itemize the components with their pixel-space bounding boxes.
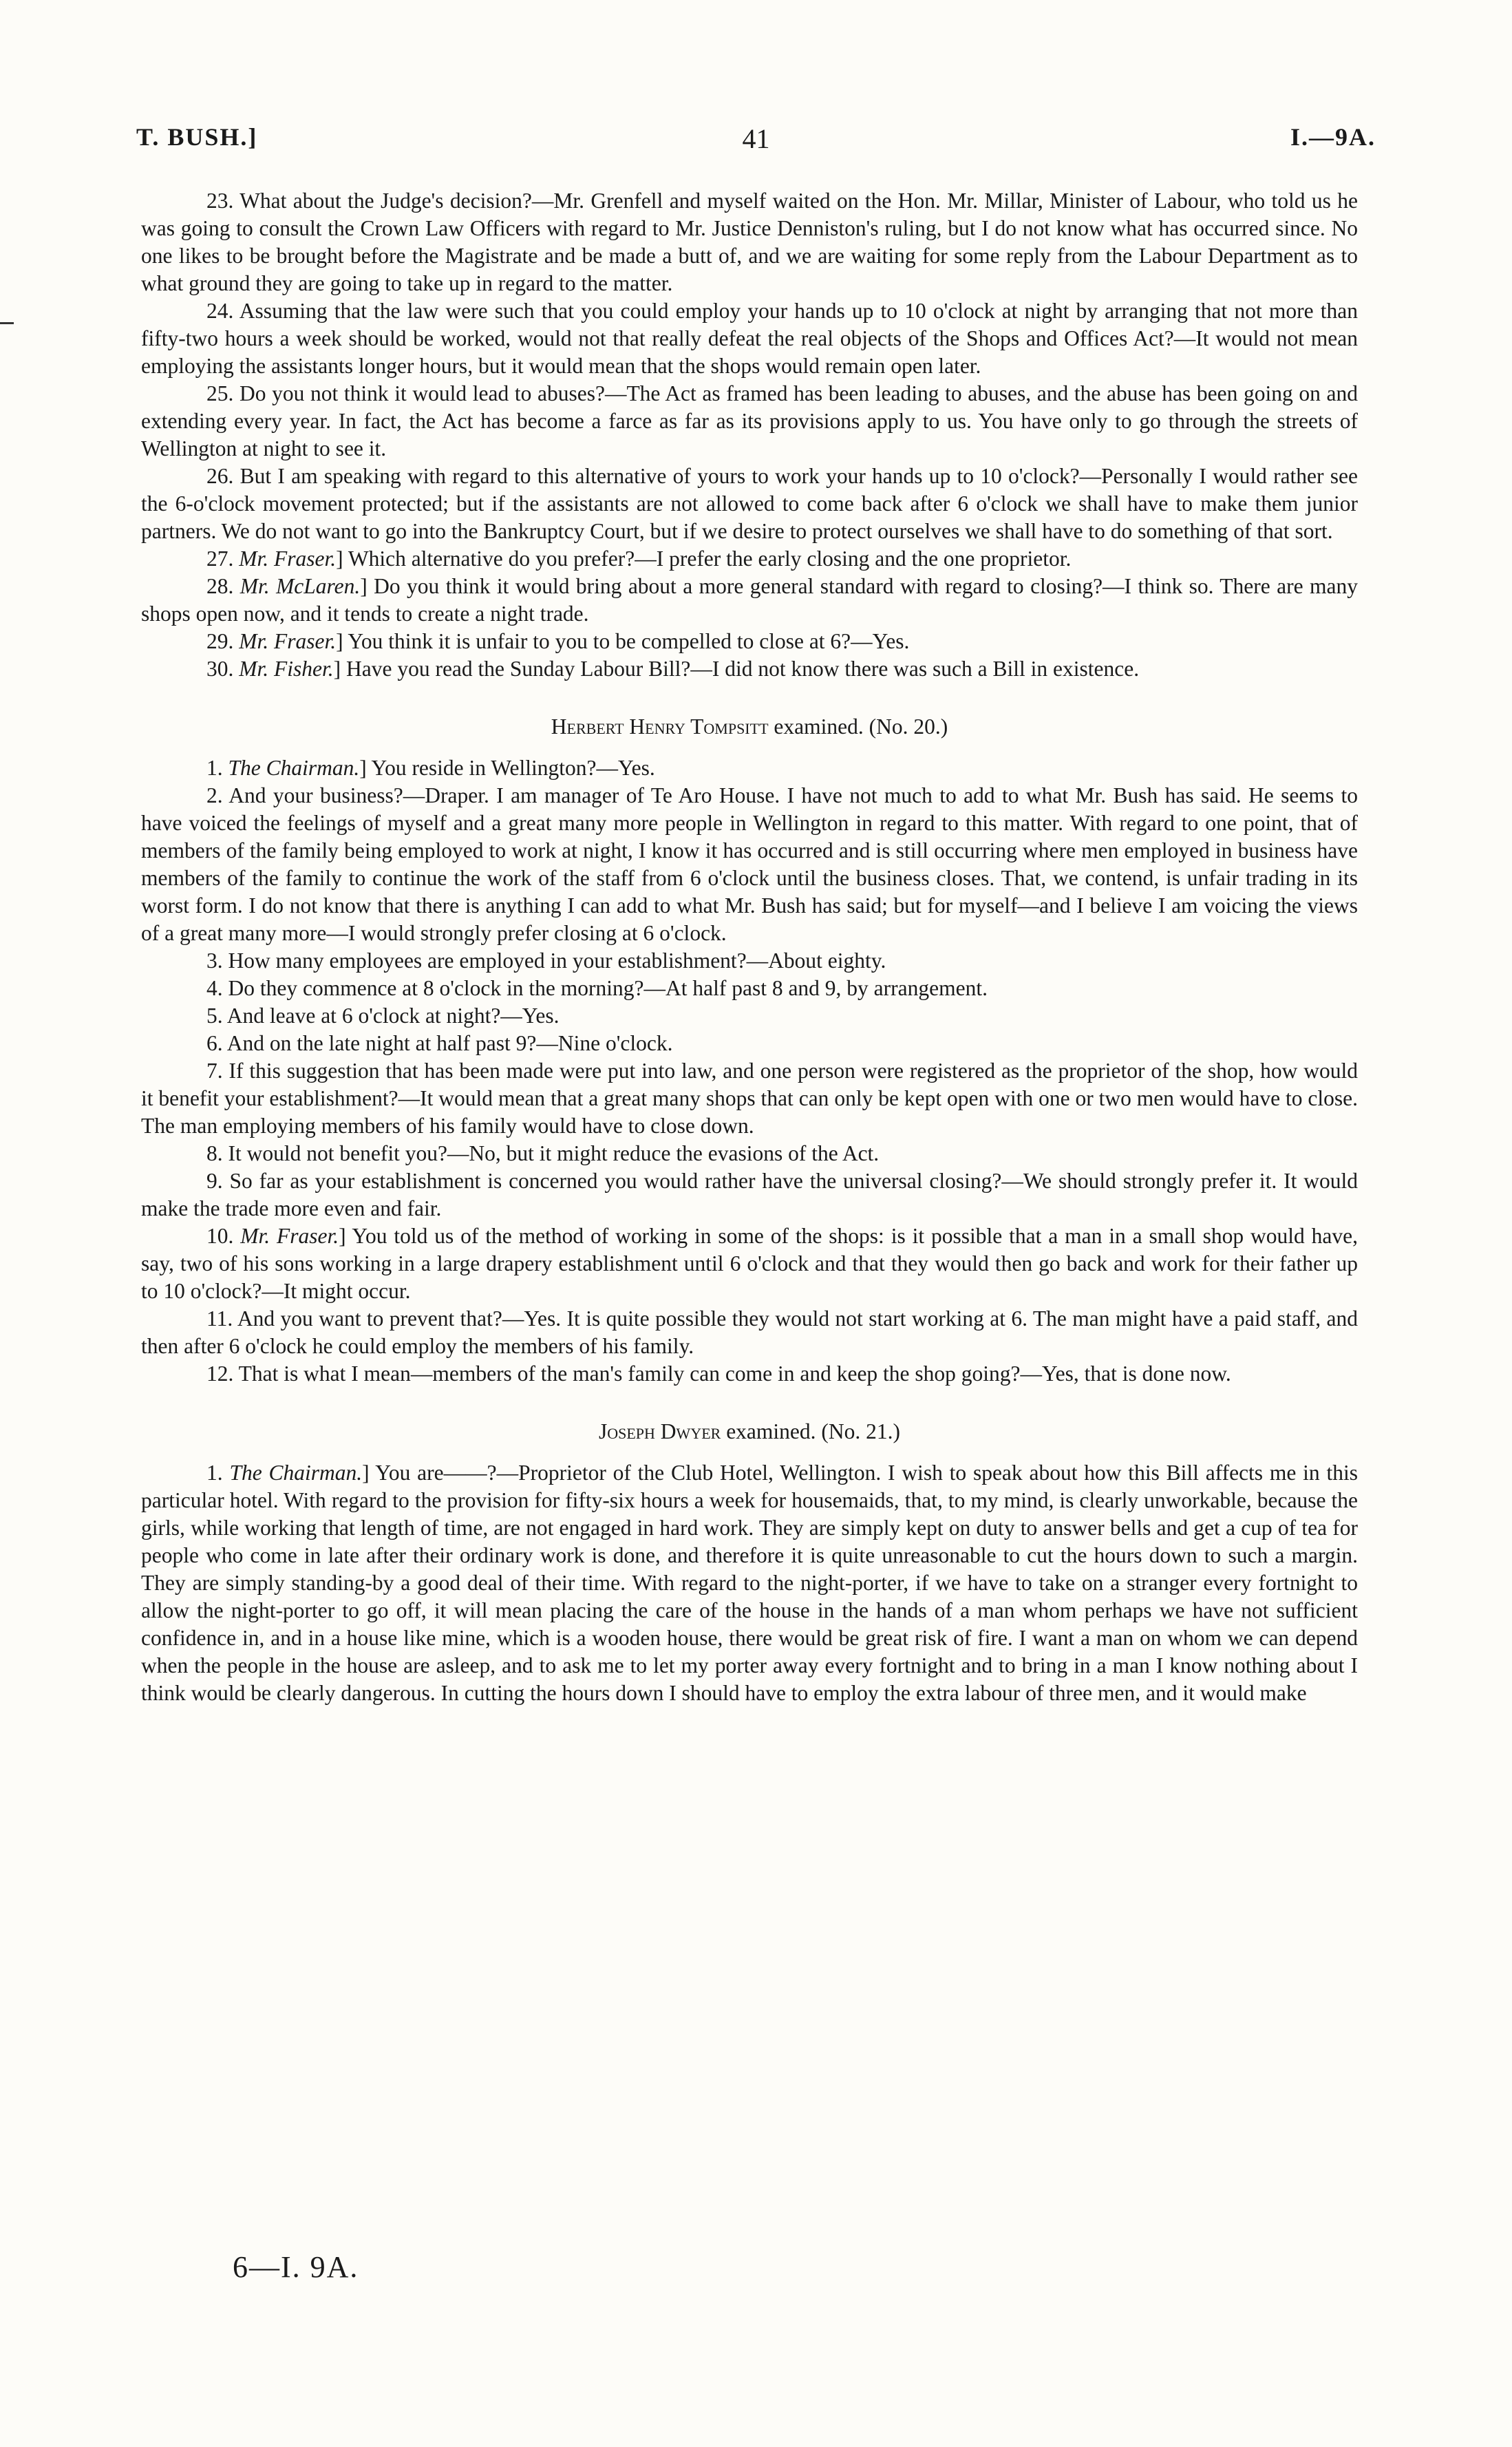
question-paragraph	[141, 187, 1358, 297]
question-paragraph	[141, 782, 1358, 947]
paragraph-text: 25. Do you not think it would lead to abuses?—The Act as framed has been leading to abuses, and the abuse has been going on and extending every year. In fact, the Act has become a farce as far as its provisions apply to us. You have only to go through the streets of Wellington at night to see it.	[141, 381, 1358, 460]
speaker-name: Mr. Fraser.	[240, 1224, 339, 1248]
speaker-name: The Chairman.	[228, 756, 360, 780]
question-paragraph	[141, 380, 1358, 463]
paragraph-text: ] You are——?—Proprietor of the Club Hotel, Wellington. I wish to speak about how this Bill affects me in this particular hotel. With regard to the provision for fifty-six hours a week for housemaids, that, to my mind, is clearly unworkable, because the girls, while working that length of time, are not engaged in hard work. They are simply kept on duty to answer bells and get a cup of tea for people who come in late after their ordinary work is done, and therefore it is quite unreasonable to cut the hours down to such a margin. They are simply standing-by a good deal of their time. With regard to the night-porter, if we have to take on a stranger every fortnight to allow the night-porter to go off, it will mean placing the care of the house in the hands of a man whom perhaps we have not sufficient confidence in, and in a house like mine, which is a wooden house, there would be great risk of fire. I want a man on whom we can depend when the people in the house are asleep, and to ask me to let my porter away every fortnight and to bring in a man I know nothing about I think would be clearly dangerous. In cutting the hours down I should have to employ the extra labour of three men, and it would make	[141, 1461, 1358, 1705]
question-paragraph	[141, 1030, 1358, 1057]
question-paragraph	[141, 573, 1358, 628]
question-paragraph	[141, 1360, 1358, 1388]
question-paragraph	[141, 975, 1358, 1002]
question-paragraph	[141, 1305, 1358, 1360]
paragraph-text: 4. Do they commence at 8 o'clock in the morning?—At half past 8 and 9, by arrangement.	[206, 976, 988, 1000]
paragraph-text: ] Do you think it would bring about a more general standard with regard to closing?—I think so. There are many shops open now, and it tends to create a night trade.	[141, 574, 1358, 626]
question-paragraph	[141, 545, 1358, 573]
paragraph-text: 23. What about the Judge's decision?—Mr. Grenfell and myself waited on the Hon. Mr. Millar, Minister of Labour, who told us he was going to consult the Crown Law Officers with regard to Mr. Justice Denniston's ruling, but I do not know what has occurred since. No one likes to be brought before the Magistrate and be made a butt of, and we are waiting for some reply from the Labour Department as to what ground they are going to take up in regard to the matter.	[141, 189, 1358, 295]
question-number: 30.	[206, 657, 234, 681]
question-number: 27.	[206, 547, 234, 571]
speaker-name: Mr. Fraser.	[239, 547, 337, 571]
question-paragraph	[141, 297, 1358, 380]
speaker-name: Mr. Fraser.	[239, 629, 337, 653]
paragraph-text: 9. So far as your establishment is concerned you would rather have the universal closing?—We should strongly prefer it. It would make the trade more even and fair.	[141, 1169, 1358, 1220]
page-number: 41	[742, 123, 770, 154]
question-paragraph	[141, 463, 1358, 545]
paragraph-text: ] You think it is unfair to you to be compelled to close at 6?—Yes.	[336, 629, 910, 653]
paragraph-text: 6. And on the late night at half past 9?—Nine o'clock.	[206, 1031, 673, 1055]
question-paragraph	[141, 655, 1358, 683]
paragraph-text: 24. Assuming that the law were such that you could employ your hands up to 10 o'clock at night by arranging that not more than fifty-two hours a week should be worked, would not that really defeat the real objects of the Shops and Offices Act?—It would not mean employing the assistants longer hours, but it would mean that the shops would remain open later.	[141, 299, 1358, 378]
paragraph-text: ] You told us of the method of working in some of the shops: is it possible that a man in a small shop would have, say, two of his sons working in a large drapery establishment until 6 o'clock and that they would then go back and work for their father up to 10 o'clock?—It might occur.	[141, 1224, 1359, 1303]
question-number: 29.	[206, 629, 234, 653]
testimony-bush	[141, 187, 1358, 683]
paragraph-text: ] Which alternative do you prefer?—I prefer the early closing and the one proprietor.	[336, 547, 1072, 571]
question-number: 1.	[206, 1461, 223, 1485]
question-paragraph	[141, 1222, 1358, 1305]
question-paragraph	[141, 1167, 1358, 1222]
margin-mark	[0, 322, 14, 324]
testimony-dwyer	[141, 1459, 1358, 1707]
question-paragraph	[141, 1057, 1358, 1140]
paragraph-text: 7. If this suggestion that has been made were put into law, and one person were registered as the proprietor of the shop, how would it benefit your establishment?—It would mean that a great many shops that can only be kept open with one or two men would have to close. The man employing members of his family would have to close down.	[141, 1059, 1358, 1138]
question-number: 28.	[206, 574, 234, 598]
question-paragraph	[141, 628, 1358, 655]
header-witness: T. BUSH.]	[136, 123, 258, 151]
section-heading-dwyer: Joseph Dwyer examined. (No. 21.)	[598, 1419, 901, 1443]
speaker-name: Mr. Fisher.	[239, 657, 334, 681]
paragraph-text: 2. And your business?—Draper. I am manager of Te Aro House. I have not much to add to what Mr. Bush has said. He seems to have voiced the feelings of myself and a great many more people in Wellington in regard to this matter. With regard to one point, that of members of the family being employed to work at night, I know it has occurred and is still occurring where men employed in business have members of the family to continue the work of the staff from 6 o'clock until the business closes. That, we contend, is unfair trading in its worst form. I do not know that there is anything I can add to what Mr. Bush has said; but for myself—and I believe I am voicing the views of a great many more—I would strongly prefer closing at 6 o'clock.	[141, 783, 1358, 945]
paragraph-text: 26. But I am speaking with regard to this alternative of yours to work your hands up to 10 o'clock?—Personally I would rather see the 6-o'clock movement protected; but if the assistants are not allowed to come back after 6 o'clock we shall have to make them junior partners. We do not want to go into the Bankruptcy Court, but if we desire to protect ourselves we shall have to do something of that sort.	[141, 464, 1358, 543]
paragraph-text: 5. And leave at 6 o'clock at night?—Yes.	[206, 1004, 560, 1028]
speaker-name: Mr. McLaren.	[239, 574, 361, 598]
question-paragraph	[141, 1140, 1358, 1167]
paper-reference: I.—9A.	[1290, 123, 1376, 151]
paragraph-text: ] Have you read the Sunday Labour Bill?—I did not know there was such a Bill in existence.	[333, 657, 1140, 681]
page-header	[136, 123, 1376, 164]
section-heading-tompsitt: Herbert Henry Tompsitt examined. (No. 20.)	[551, 714, 948, 739]
document-body	[141, 187, 1358, 1707]
question-number: 1.	[206, 756, 223, 780]
signature-footer: 6—I. 9A.	[233, 2250, 359, 2284]
paragraph-text: 12. That is what I mean—members of the man's family can come in and keep the shop going?—Yes, that is done now.	[206, 1362, 1231, 1386]
question-paragraph	[141, 1002, 1358, 1030]
paragraph-text: 11. And you want to prevent that?—Yes. It is quite possible they would not start working at 6. The man might have a paid staff, and then after 6 o'clock he could employ the members of his family.	[141, 1306, 1358, 1358]
question-paragraph	[141, 754, 1358, 782]
paragraph-text: ] You reside in Wellington?—Yes.	[359, 756, 655, 780]
question-paragraph	[141, 1459, 1358, 1707]
paragraph-text: 3. How many employees are employed in your establishment?—About eighty.	[206, 949, 886, 973]
question-paragraph	[141, 947, 1358, 975]
paragraph-text: 8. It would not benefit you?—No, but it might reduce the evasions of the Act.	[206, 1141, 880, 1165]
speaker-name: The Chairman.	[229, 1461, 363, 1485]
testimony-tompsitt	[141, 754, 1358, 1388]
question-number: 10.	[206, 1224, 234, 1248]
